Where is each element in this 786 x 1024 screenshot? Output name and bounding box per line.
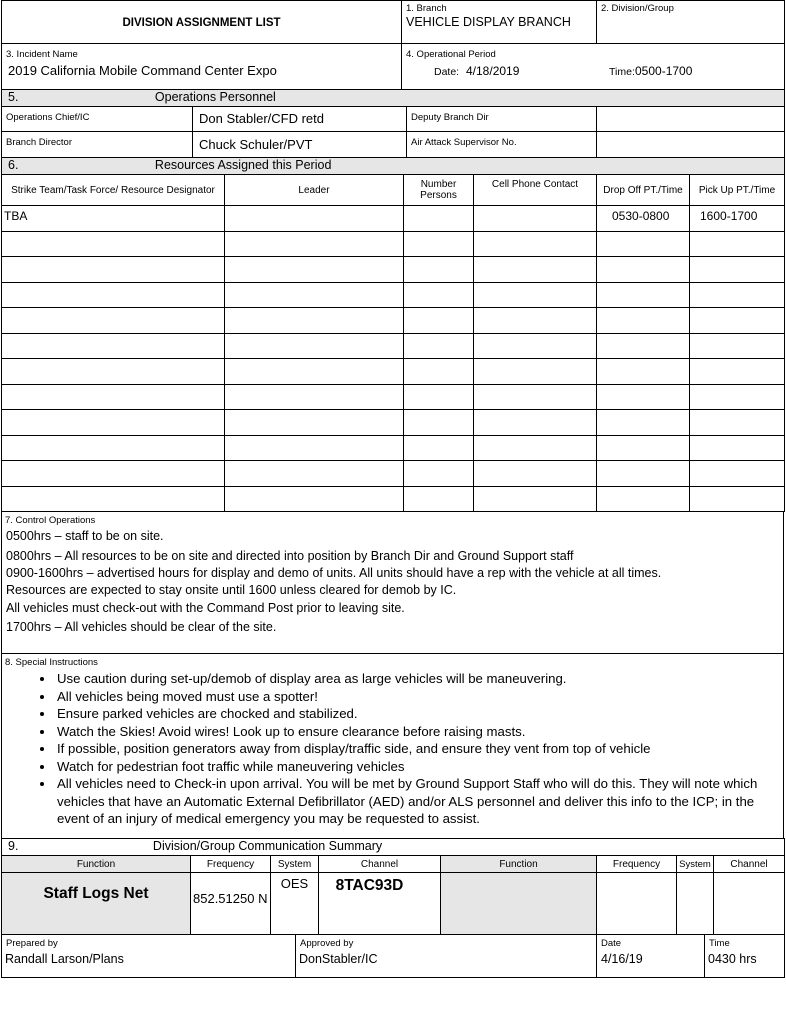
instruction-item: • All vehicles being moved must use a spotter! <box>55 688 783 706</box>
resource-persons-cell <box>404 257 474 283</box>
resource-pickup-cell <box>690 410 785 436</box>
resource-leader-cell <box>225 359 404 385</box>
resource-designator-cell <box>2 384 225 410</box>
comms-col-system: System <box>271 856 319 873</box>
control-line: All vehicles must check-out with the Command Post prior to leaving site. <box>6 601 405 615</box>
comms-frequency-cell <box>191 873 271 935</box>
comms-col-channel-2: Channel <box>714 856 785 873</box>
comms-frequency: 852.51250 N <box>193 891 268 906</box>
resource-cell-phone-cell <box>474 308 597 334</box>
comms-channel-cell <box>319 873 441 935</box>
resource-pickup-cell <box>690 308 785 334</box>
personnel-header <box>2 90 785 107</box>
resource-pickup-cell <box>690 486 785 512</box>
resource-dropoff-cell <box>597 359 690 385</box>
resource-designator-cell <box>2 257 225 283</box>
incident-cell <box>2 44 402 90</box>
resource-leader-cell <box>225 384 404 410</box>
resource-persons-cell <box>404 282 474 308</box>
branch-dir-value: Chuck Schuler/PVT <box>199 137 313 152</box>
resources-table <box>1 157 785 512</box>
resource-pickup-cell <box>690 231 785 257</box>
instruction-item: • Watch for pedestrian foot traffic while maneuvering vehicles <box>55 758 783 776</box>
resource-dropoff-cell <box>597 384 690 410</box>
comms-col-frequency: Frequency <box>191 856 271 873</box>
resource-leader-cell <box>225 257 404 283</box>
comms-header <box>2 839 785 856</box>
resource-dropoff-cell <box>597 333 690 359</box>
ics-204-form <box>1 0 784 978</box>
branch-cell <box>402 1 597 44</box>
resource-designator-cell: TBA <box>2 206 225 232</box>
resource-leader-cell <box>225 410 404 436</box>
col-cell-phone: Cell Phone Contact <box>474 175 597 206</box>
resources-rows <box>2 206 785 512</box>
resource-persons-cell <box>404 410 474 436</box>
approved-label: Approved by <box>300 938 354 949</box>
resource-persons-cell <box>404 486 474 512</box>
approved-value: DonStabler/IC <box>299 952 378 966</box>
branch-label: 1. Branch <box>406 3 447 14</box>
period-cell <box>402 44 785 90</box>
instruction-item: • Ensure parked vehicles are chocked and stabilized. <box>55 705 783 723</box>
comms-function: Staff Logs Net <box>43 885 149 902</box>
resource-designator-cell <box>2 435 225 461</box>
col-leader: Leader <box>225 175 404 206</box>
incident-value: 2019 California Mobile Command Center Expo <box>8 63 277 78</box>
comms-system-cell <box>271 873 319 935</box>
resource-cell-phone-cell <box>474 333 597 359</box>
control-line: 0800hrs – All resources to be on site and directed into position by Branch Dir and Ground Support staff <box>6 549 574 563</box>
resource-cell-phone-cell <box>474 257 597 283</box>
comms-title: Division/Group Communication Summary <box>152 839 383 853</box>
comms-channel-cell-2 <box>714 873 785 935</box>
resource-designator-cell <box>2 333 225 359</box>
resource-cell-phone-cell <box>474 359 597 385</box>
resource-pickup-cell <box>690 333 785 359</box>
prepared-label: Prepared by <box>6 938 58 949</box>
resource-row <box>2 486 785 512</box>
resource-row <box>2 435 785 461</box>
resource-cell-phone-cell <box>474 410 597 436</box>
comms-col-function: Function <box>2 856 191 873</box>
comms-col-system-2: System <box>677 856 714 873</box>
comms-system: OES <box>280 876 309 891</box>
header-table <box>1 0 785 90</box>
resource-persons-cell <box>404 231 474 257</box>
personnel-num: 5. <box>8 90 19 104</box>
resource-row <box>2 410 785 436</box>
instruction-item: • Watch the Skies! Avoid wires! Look up to ensure clearance before raising masts. <box>55 723 783 741</box>
resource-pickup-cell <box>690 282 785 308</box>
resource-dropoff-cell <box>597 410 690 436</box>
incident-label: 3. Incident Name <box>6 49 78 60</box>
personnel-table <box>1 89 785 158</box>
resource-persons-cell <box>404 333 474 359</box>
special-label: 8. Special Instructions <box>5 657 98 668</box>
comms-col-channel: Channel <box>319 856 441 873</box>
resource-pickup-cell <box>690 435 785 461</box>
resource-persons-cell <box>404 359 474 385</box>
resource-row <box>2 257 785 283</box>
resource-leader-cell <box>225 206 404 232</box>
resource-dropoff-cell <box>597 257 690 283</box>
branch-value: VEHICLE DISPLAY BRANCH <box>406 15 571 29</box>
resource-dropoff-cell <box>597 282 690 308</box>
resource-designator-cell <box>2 308 225 334</box>
resource-designator-cell <box>2 486 225 512</box>
resource-leader-cell <box>225 231 404 257</box>
comms-function-cell-2 <box>441 873 597 935</box>
resource-pickup-cell: 1600-1700 <box>690 206 785 232</box>
deputy-label: Deputy Branch Dir <box>411 112 489 123</box>
comms-num: 9. <box>8 839 19 853</box>
col-dropoff: Drop Off PT./Time <box>597 175 690 206</box>
footer-date-label: Date <box>601 938 622 949</box>
instruction-item: • All vehicles need to Check-in upon arrival. You will be met by Ground Support Staff who will do this. They will note which vehicles that have an Automatic External Defibrillator (AED) and/or ALS personnel and deliver this info to the ICP; in the event of an injury of medical emergency you may be requested to assist. <box>55 775 783 828</box>
prepared-value: Randall Larson/Plans <box>5 952 124 966</box>
resource-cell-phone-cell <box>474 384 597 410</box>
control-line: 0900-1600hrs – advertised hours for display and demo of units. All units should have a rep with the vehicle at all times. <box>6 566 662 580</box>
ops-chief-label: Operations Chief/IC <box>6 112 90 123</box>
time-label: Time: <box>609 66 635 78</box>
resources-header <box>2 158 785 175</box>
special-cell <box>2 654 784 839</box>
comms-col-frequency-2: Frequency <box>597 856 677 873</box>
division-label: 2. Division/Group <box>601 3 674 14</box>
resource-dropoff-cell <box>597 231 690 257</box>
time-cell <box>705 935 785 978</box>
resource-dropoff-cell <box>597 308 690 334</box>
resources-title: Resources Assigned this Period <box>154 158 332 172</box>
control-line: Resources are expected to stay onsite until 1600 unless cleared for demob by IC. <box>6 583 457 597</box>
resource-designator-cell <box>2 282 225 308</box>
resource-dropoff-cell <box>597 461 690 487</box>
prepared-cell <box>2 935 296 978</box>
resource-row <box>2 384 785 410</box>
resource-designator-cell <box>2 359 225 385</box>
instruction-item: • Use caution during set-up/demob of display area as large vehicles will be maneuvering. <box>55 670 783 688</box>
footer-time-value: 0430 hrs <box>708 952 757 966</box>
air-attack-label: Air Attack Supervisor No. <box>411 137 517 148</box>
resource-leader-cell <box>225 333 404 359</box>
col-persons: Number Persons <box>404 175 474 206</box>
resource-dropoff-cell <box>597 486 690 512</box>
resource-leader-cell <box>225 282 404 308</box>
footer-table <box>1 934 785 978</box>
resource-persons-cell <box>404 384 474 410</box>
resource-leader-cell <box>225 461 404 487</box>
resource-pickup-cell <box>690 359 785 385</box>
division-value <box>597 14 784 16</box>
resource-leader-cell <box>225 435 404 461</box>
resource-dropoff-cell <box>597 435 690 461</box>
control-text <box>2 526 783 638</box>
time-value: 0500-1700 <box>635 64 693 78</box>
division-cell <box>597 1 785 44</box>
resource-persons-cell <box>404 461 474 487</box>
resource-cell-phone-cell <box>474 461 597 487</box>
resource-row <box>2 282 785 308</box>
comms-channel: 8TAC93D <box>335 877 404 894</box>
resource-cell-phone-cell <box>474 282 597 308</box>
resource-row <box>2 308 785 334</box>
footer-time-label: Time <box>709 938 730 949</box>
resource-designator-cell <box>2 461 225 487</box>
control-label: 7. Control Operations <box>5 515 96 526</box>
resource-cell-phone-cell <box>474 435 597 461</box>
control-table <box>1 511 784 654</box>
form-title-cell <box>2 1 402 44</box>
col-pickup: Pick Up PT./Time <box>690 175 785 206</box>
resource-cell-phone-cell <box>474 206 597 232</box>
resource-row <box>2 359 785 385</box>
footer-date-value: 4/16/19 <box>601 952 643 966</box>
period-label: 4. Operational Period <box>406 49 496 60</box>
resource-row <box>2 231 785 257</box>
resource-pickup-cell <box>690 257 785 283</box>
special-list <box>2 670 783 828</box>
resource-leader-cell <box>225 486 404 512</box>
resource-pickup-cell <box>690 384 785 410</box>
air-attack-value <box>597 132 784 134</box>
date-value: 4/18/2019 <box>466 64 520 78</box>
resource-pickup-cell <box>690 461 785 487</box>
resource-persons-cell <box>404 435 474 461</box>
resource-row <box>2 206 785 232</box>
comms-system-cell-2 <box>677 873 714 935</box>
control-cell <box>2 512 784 654</box>
date-cell <box>597 935 705 978</box>
resource-cell-phone-cell <box>474 231 597 257</box>
approved-cell <box>296 935 597 978</box>
resource-persons-cell <box>404 308 474 334</box>
resource-designator-cell <box>2 410 225 436</box>
resource-row <box>2 333 785 359</box>
resource-row <box>2 461 785 487</box>
ops-chief-value: Don Stabler/CFD retd <box>199 111 324 126</box>
deputy-value <box>597 107 784 109</box>
resources-num: 6. <box>8 158 19 172</box>
special-table <box>1 653 784 839</box>
comms-table <box>1 838 785 935</box>
control-line: 1700hrs – All vehicles should be clear of the site. <box>6 620 277 634</box>
comms-col-function-2: Function <box>441 856 597 873</box>
resource-cell-phone-cell <box>474 486 597 512</box>
control-line: 0500hrs – staff to be on site. <box>6 529 164 543</box>
personnel-title: Operations Personnel <box>154 90 276 104</box>
form-title: DIVISION ASSIGNMENT LIST <box>122 17 281 29</box>
resource-dropoff-cell: 0530-0800 <box>597 206 690 232</box>
date-label: Date: <box>434 66 460 78</box>
branch-dir-label: Branch Director <box>6 137 72 148</box>
resource-persons-cell <box>404 206 474 232</box>
comms-frequency-cell-2 <box>597 873 677 935</box>
resource-leader-cell <box>225 308 404 334</box>
resource-designator-cell <box>2 231 225 257</box>
col-designator: Strike Team/Task Force/ Resource Designator <box>2 175 225 206</box>
comms-function-cell <box>2 873 191 935</box>
instruction-item: • If possible, position generators away from display/traffic side, and ensure they vent from top of vehicle <box>55 740 783 758</box>
